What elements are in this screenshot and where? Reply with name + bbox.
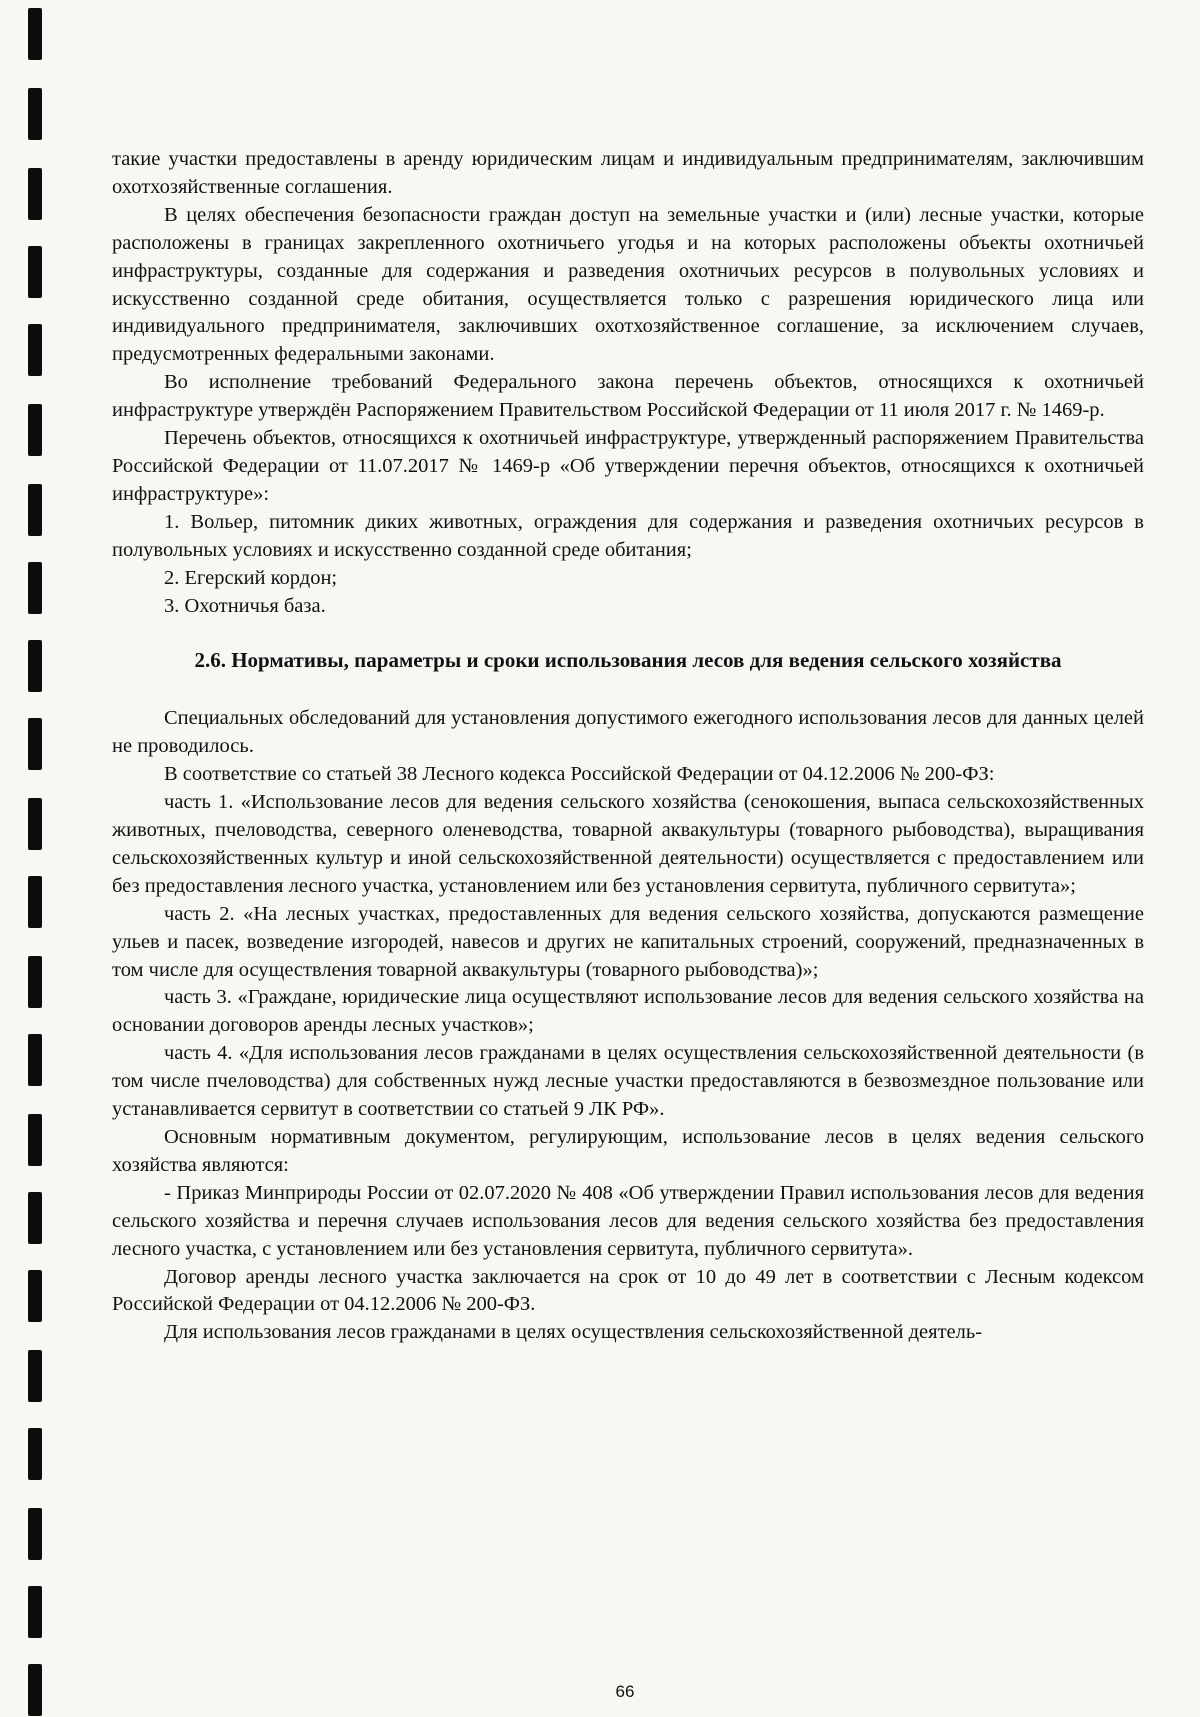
paragraphs-top: [112, 146, 1144, 620]
paragraph: Перечень объектов, относящихся к охотничьей инфраструктуре, утвержденный распоряжением Правительства Российской Федерации от 11.07.2017 № 1469-р «Об утверждении перечня объектов, относящихся к охотничьей инфраструктуре»:: [112, 427, 1144, 505]
document-body: [112, 146, 1144, 1347]
binding-hole: [28, 876, 42, 928]
binding-hole: [28, 1114, 42, 1166]
binding-hole: [28, 1270, 42, 1322]
binding-hole: [28, 8, 42, 60]
binding-hole: [28, 798, 42, 850]
binding-hole: [28, 1034, 42, 1086]
binding-hole: [28, 956, 42, 1008]
binding-hole: [28, 324, 42, 376]
section-heading: 2.6. Нормативы, параметры и сроки использования лесов для ведения сельского хозяйства: [194, 648, 1062, 673]
paragraph: Основным нормативным документом, регулирующим, использование лесов в целях ведения сельского хозяйства являются:: [112, 1126, 1144, 1176]
binding-hole: [28, 640, 42, 692]
binding-holes: [28, 0, 42, 1717]
binding-hole: [28, 1192, 42, 1244]
binding-hole: [28, 404, 42, 456]
paragraph: В соответствие со статьей 38 Лесного кодекса Российской Федерации от 04.12.2006 № 200-ФЗ:: [164, 763, 995, 786]
paragraph: 3. Охотничья база.: [164, 594, 326, 617]
binding-hole: [28, 718, 42, 770]
binding-hole: [28, 88, 42, 140]
paragraph: Для использования лесов гражданами в целях осуществления сельскохозяйственной деятель-: [164, 1321, 983, 1344]
paragraph: В целях обеспечения безопасности граждан доступ на земельные участки и (или) лесные участки, которые расположены в границах закрепленного охотничьего угодья и на которых расположены объекты охотничьей инфраструктуры, созданные для содержания и разведения охотничьих ресурсов в полувольных условиях и искусственно созданной среде обитания, осуществляется только с разрешения юридического лица или индивидуального предпринимателя, заключивших охотхозяйственное соглашение, за исключением случаев, предусмотренных федеральными законами.: [112, 203, 1144, 366]
paragraph: часть 3. «Граждане, юридические лица осуществляют использование лесов для ведения сельского хозяйства на основании договоров аренды лесных участков»;: [112, 986, 1144, 1037]
binding-hole: [28, 1508, 42, 1560]
paragraph: часть 2. «На лесных участках, предоставленных для ведения сельского хозяйства, допускаются размещение ульев и пасек, возведение изгородей, навесов и других не капитальных строений, сооружений, предназначенных в том числе для осуществления товарной аквакультуры (товарного рыбоводства)»;: [112, 902, 1144, 981]
binding-hole: [28, 168, 42, 220]
paragraph: часть 1. «Использование лесов для ведения сельского хозяйства (сенокошения, выпаса сельскохозяйственных животных, пчеловодства, северного оленеводства, товарной аквакультуры (товарного рыбоводства), выращивания сельскохозяйственных культур и иной сельскохозяйственной деятельности) осуществляется с предоставлением или без предоставления лесного участка, установлением или без установления сервитута, публичного сервитута»;: [112, 791, 1144, 897]
paragraphs-bottom: [112, 705, 1144, 1347]
binding-hole: [28, 246, 42, 298]
paragraph: такие участки предоставлены в аренду юридическим лицам и индивидуальным предпринимателям, заключившим охотхозяйственные соглашения.: [112, 148, 1144, 198]
paragraph: Во исполнение требований Федерального закона перечень объектов, относящихся к охотничьей инфраструктуре утверждён Распоряжением Правительством Российской Федерации от 11 июля 2017 г. № 1469-р.: [112, 371, 1144, 422]
binding-hole: [28, 1428, 42, 1480]
paragraph: Специальных обследований для установления допустимого ежегодного использования лесов для данных целей не проводилось.: [112, 707, 1144, 758]
paragraph: часть 4. «Для использования лесов гражданами в целях осуществления сельскохозяйственной деятельности (в том числе пчеловодства) для собственных нужд лесные участки предоставляются в безвозмездное пользование или устанавливается сервитут в соответствии со статьей 9 ЛК РФ».: [112, 1042, 1144, 1121]
page-number: 66: [615, 1682, 635, 1701]
binding-hole: [28, 1350, 42, 1402]
binding-hole: [28, 1586, 42, 1638]
paragraph: 2. Егерский кордон;: [164, 566, 338, 589]
paragraph: - Приказ Минприроды России от 02.07.2020 № 408 «Об утверждении Правил использования лесов для ведения сельского хозяйства и перечня случаев использования лесов для ведения сельского хозяйства без предоставления лесного участка, с установлением или без установления сервитута, публичного сервитута».: [112, 1181, 1144, 1260]
paragraph: Договор аренды лесного участка заключается на срок от 10 до 49 лет в соответствии с Лесным кодексом Российской Федерации от 04.12.2006 № 200-ФЗ.: [112, 1265, 1144, 1316]
binding-hole: [28, 562, 42, 614]
paragraph: 1. Вольер, питомник диких животных, ограждения для содержания и разведения охотничьих ресурсов в полувольных условиях и искусственно созданной среде обитания;: [112, 510, 1144, 561]
binding-hole: [28, 484, 42, 536]
